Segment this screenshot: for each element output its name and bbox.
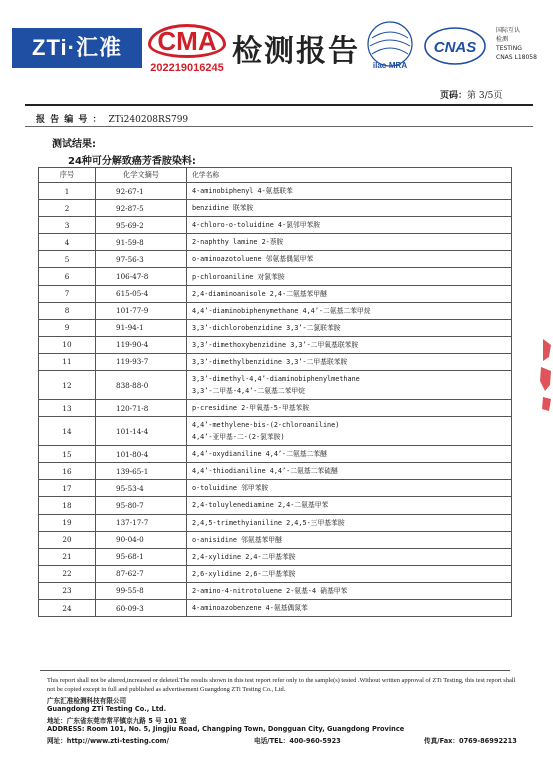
table-row [39,417,512,446]
ilac-logo-text: ilac-MRA [372,61,408,70]
report-number-divider [25,126,533,127]
cell-cas-number: 119-93-7 [96,353,187,370]
cell-chemical-name [187,302,512,319]
cell-serial: 23 [39,582,96,599]
cell-serial: 22 [39,565,96,582]
cell-chemical-name [187,217,512,234]
footer-website: 网址：http://www.zti-testing.com/ [47,737,169,745]
chemical-name-line: 3,3’-dimethylbenzidine 3,3’-二甲基联苯胺 [192,357,348,366]
cell-chemical-name [187,582,512,599]
cell-serial: 19 [39,514,96,531]
table-row [39,200,512,217]
cell-serial: 9 [39,319,96,336]
footer-disclaimer: This report shall not be altered,increased or deleted.The results shown in this test report refer only to the sample(s) tested .Without written approval of ZTi Testing, this test report shall not be copied except in full and published as advertisement Guangdong ZTi Testing Co., Ltd. [47,677,516,693]
table-row [39,531,512,548]
chemical-name-line: 4,4’-oxydianiline 4,4’-二氨基二苯醚 [192,450,327,459]
header-divider [25,104,533,106]
cell-cas-number: 60-09-3 [96,599,187,616]
company-seal-stamp [537,335,553,415]
cell-cas-number: 137-17-7 [96,514,187,531]
chemical-name-line: 2,4-toluylenediamine 2,4-二氨基甲苯 [192,501,329,510]
chemical-name-line: 2,4-xylidine 2,4-二甲基苯胺 [192,552,296,561]
table-row [39,217,512,234]
cell-chemical-name [187,446,512,463]
cell-chemical-name [187,514,512,531]
cell-cas-number: 91-94-1 [96,319,187,336]
section-title: 测试结果: [52,139,96,150]
table-row [39,285,512,302]
page-number-value: 第 3/5页 [467,91,503,101]
cell-cas-number: 838-88-0 [96,371,187,400]
cell-chemical-name [187,319,512,336]
chemical-name-line: 2,4,5-trimethyianiline 2,4,5-三甲基苯胺 [192,518,345,527]
chemical-name-line: 2-amino-4-nitrotoluene 2-氨基-4 硝基甲苯 [192,586,348,595]
cell-chemical-name [187,285,512,302]
table-row [39,234,512,251]
table-row [39,463,512,480]
chemical-name-line: 3,3’-dichlorobenzidine 3,3’-二氯联苯胺 [192,323,341,332]
page-number-label: 页码： [440,91,468,101]
table-row [39,268,512,285]
cell-cas-number: 95-53-4 [96,480,187,497]
cell-serial: 2 [39,200,96,217]
chemical-name-line: o-toluidine 邻甲苯胺 [192,484,269,493]
cell-cas-number: 97-56-3 [96,251,187,268]
chemical-name-line: p-cresidine 2-甲氧基-5-甲基苯胺 [192,404,310,413]
table-row [39,599,512,616]
header-chemical-name: 化学名称 [187,168,512,183]
chemical-name-line: 4,4’-thiodianiline 4,4’-二氨基二苯硫醚 [192,467,338,476]
cell-chemical-name [187,599,512,616]
footer-company-cn: 广东汇准检测科技有限公司 [47,697,127,705]
cell-cas-number: 92-87-5 [96,200,187,217]
cell-chemical-name [187,336,512,353]
chemical-name-line: 4-aminoazobenzene 4-氨基偶氮苯 [192,604,308,613]
cell-serial: 24 [39,599,96,616]
cell-cas-number: 95-80-7 [96,497,187,514]
cell-cas-number: 87-62-7 [96,565,187,582]
cell-chemical-name [187,400,512,417]
report-number [36,112,188,125]
report-title: 检测报告 [232,34,360,69]
cell-serial: 12 [39,371,96,400]
chemical-name-line: 4-aminobiphenyl 4-氨基联苯 [192,187,293,196]
cnas-line: CNAS L18058 [496,54,537,61]
chemical-name-line: 2,6-xylidine 2,6-二甲基苯胺 [192,569,296,578]
table-row [39,183,512,200]
cell-chemical-name [187,234,512,251]
cell-cas-number: 90-04-0 [96,531,187,548]
cell-chemical-name [187,548,512,565]
table-row [39,446,512,463]
cell-serial: 11 [39,353,96,370]
report-number-value: ZTi240208RS799 [108,115,189,125]
cnas-accreditation-text [496,26,537,62]
cell-serial: 8 [39,302,96,319]
cell-chemical-name [187,268,512,285]
table-row [39,336,512,353]
chemical-name-line: 2-naphthy lamine 2-萘胺 [192,238,284,247]
cell-chemical-name [187,353,512,370]
cell-chemical-name [187,183,512,200]
cnas-line: TESTING [496,45,522,52]
cell-cas-number: 101-80-4 [96,446,187,463]
cell-serial: 10 [39,336,96,353]
table-row [39,319,512,336]
table-header-row [39,168,512,183]
chemical-name-line: 4,4’-diaminobiphenymethane 4,4’-二氨基二苯甲烷 [192,306,371,315]
cma-logo-text: CMA [148,24,226,58]
cell-serial: 5 [39,251,96,268]
zti-company-logo: ZTi·汇准 [12,28,142,68]
cell-serial: 6 [39,268,96,285]
footer-address-cn: 地址：广东省东莞市常平镇京九路 5 号 101 室 [47,717,187,725]
chemical-name-line: o-anisidine 邻氨基苯甲醚 [192,535,282,544]
cell-serial: 16 [39,463,96,480]
cell-serial: 7 [39,285,96,302]
cell-chemical-name [187,417,512,446]
table-row [39,400,512,417]
cell-cas-number: 91-59-8 [96,234,187,251]
cell-cas-number: 120-71-8 [96,400,187,417]
cnas-line: 国际互认 [496,27,521,34]
cell-cas-number: 615-05-4 [96,285,187,302]
page-number [440,88,502,101]
cell-cas-number: 139-65-1 [96,463,187,480]
cell-serial: 17 [39,480,96,497]
table-row [39,480,512,497]
cell-serial: 4 [39,234,96,251]
table-row [39,565,512,582]
cell-cas-number: 106-47-8 [96,268,187,285]
cnas-line: 检测 [496,36,509,43]
cell-serial: 15 [39,446,96,463]
report-number-label: 报 告 编 号 ： [36,115,103,125]
chemical-name-line: 3,3’-dimethyl-4,4’-diaminobiphenylmethane [192,375,360,384]
table-row [39,548,512,565]
header-cas: 化学文摘号 [96,168,187,183]
chemical-name-line: 4,4’-methylene-bis-(2-chloroaniline) [192,421,340,430]
table-row [39,371,512,400]
cell-cas-number: 95-69-2 [96,217,187,234]
cell-serial: 18 [39,497,96,514]
cell-serial: 13 [39,400,96,417]
cell-cas-number: 99-55-8 [96,582,187,599]
cell-cas-number: 119-90-4 [96,336,187,353]
cma-code: 202219016245 [150,62,224,74]
chemical-name-line: 4,4’-亚甲基-二-(2-氯苯胺) [192,433,285,442]
chemical-name-line: 3,3’-dimethoxybenzidine 3,3’-二甲氧基联苯胺 [192,340,359,349]
cell-serial: 1 [39,183,96,200]
table-row [39,251,512,268]
cell-serial: 20 [39,531,96,548]
footer-phone: 电话/TEL：400-960-5923 [254,737,341,745]
cnas-logo-text: CNAS [433,39,477,56]
section-subtitle: 24种可分解致癌芳香胺染料: [68,156,196,167]
cell-cas-number: 101-14-4 [96,417,187,446]
header-serial: 序号 [39,168,96,183]
cma-logo [148,24,226,60]
chemical-name-line: 3,3’-二甲基-4,4’-二氨基二苯甲烷 [192,387,305,396]
chemical-name-line: o-aminoazotoluene 邻氨基偶氮甲苯 [192,255,314,264]
cell-chemical-name [187,497,512,514]
cell-chemical-name [187,371,512,400]
footer-address-en: ADDRESS: Room 101, No. 5, Jingjiu Road, Changping Town, Dongguan City, Guangdong Province [47,725,405,733]
cell-chemical-name [187,251,512,268]
cell-chemical-name [187,480,512,497]
table-row [39,514,512,531]
chemical-name-line: p-chloroaniline 对氯苯胺 [192,272,285,281]
footer-fax: 传真/Fax：0769-86992213 [424,737,517,745]
cell-cas-number: 101-77-9 [96,302,187,319]
cell-chemical-name [187,531,512,548]
chemical-name-line: 2,4-diaminoanisole 2,4-二氨基苯甲醚 [192,289,327,298]
cell-chemical-name [187,463,512,480]
cell-chemical-name [187,565,512,582]
amine-results-table [38,167,512,617]
table-row [39,497,512,514]
chemical-name-line: benzidine 联苯胺 [192,204,254,213]
table-row [39,353,512,370]
cell-chemical-name [187,200,512,217]
table-row [39,582,512,599]
cell-serial: 3 [39,217,96,234]
cell-serial: 21 [39,548,96,565]
footer-divider [40,670,510,671]
footer-company-en: Guangdong ZTi Testing Co., Ltd. [47,705,167,713]
cell-cas-number: 95-68-1 [96,548,187,565]
table-row [39,302,512,319]
ilac-mra-logo [362,18,418,74]
cnas-logo [424,26,486,66]
chemical-name-line: 4-chloro-o-toluidine 4-氯邻甲苯胺 [192,221,321,230]
cell-cas-number: 92-67-1 [96,183,187,200]
cell-serial: 14 [39,417,96,446]
